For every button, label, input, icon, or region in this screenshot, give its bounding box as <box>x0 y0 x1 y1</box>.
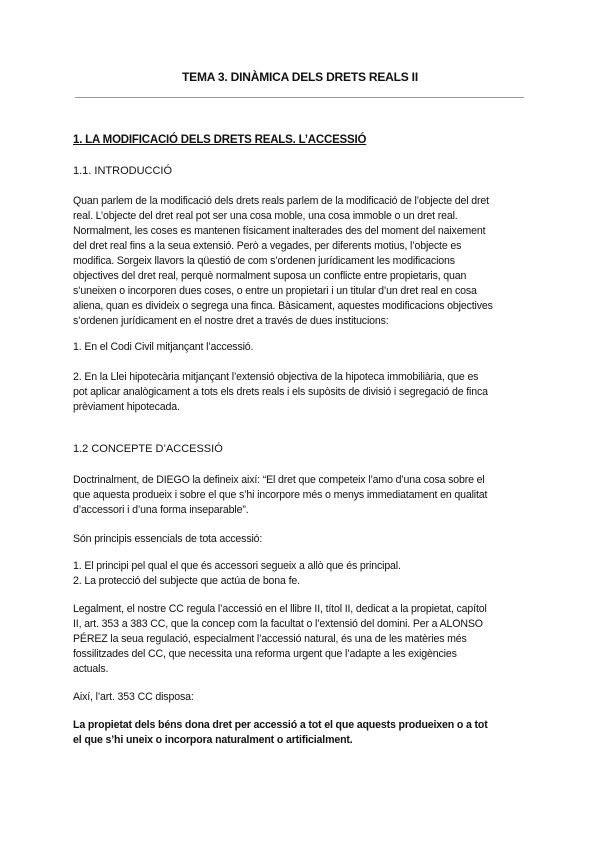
text-line: s’uneixen o incorporen dues coses, o entre un propietari i un titular d’un dret real en cosa <box>73 285 477 297</box>
text-line: 2. En la Llei hipotecària mitjançant l’extensió objectiva de la hipoteca immobiliària, que es <box>73 371 479 383</box>
text-line: prèviament hipotecada. <box>73 401 180 413</box>
text-line: fossilitzades del CC, que necessita una reforma urgent que l’adapte a les exigències <box>73 648 457 660</box>
doctrinal-paragraph <box>73 473 533 518</box>
text-line: s’ordenen jurídicament en el nostre dret a través de dues institucions: <box>73 315 389 327</box>
text-line: Són principis essencials de tota accessió: <box>73 533 263 545</box>
text-line: pot aplicar analògicament a tots els drets reals i els supòsits de divisió i segregació de finca <box>73 386 488 398</box>
title-divider <box>75 97 524 98</box>
list-item-codi-civil <box>73 340 533 355</box>
legal-paragraph <box>73 602 533 677</box>
text-line: Legalment, el nostre CC regula l’accessió en el llibre II, títol II, dedicat a la propietat, capítol <box>73 603 487 615</box>
text-line: aliena, quan es divideix o segrega una finca. Bàsicament, aquestes modificacions objectives <box>73 300 493 312</box>
document-title: TEMA 3. DINÀMICA DELS DRETS REALS II <box>182 70 418 84</box>
text-line: modifica. Sorgeix llavors la qüestió de com s’ordenen jurídicament les modificacions <box>73 255 455 267</box>
subsection-heading-introduccio: 1.1. INTRODUCCIÓ <box>73 165 173 177</box>
text-line: objectives del dret real, perquè normalment suposa un conflicte entre propietaris, quan <box>73 270 467 282</box>
text-line: Quan parlem de la modificació dels drets reals parlem de la modificació de l’objecte del dret <box>73 195 489 207</box>
text-line: 2. La protecció del subjecte que actúa de bona fe. <box>73 575 300 587</box>
text-line: Normalment, les coses es mantenen físicament inalterades des del moment del naixement <box>73 225 486 237</box>
article-353-quote <box>73 718 533 748</box>
text-line: II, art. 353 a 383 CC, que la concep com la facultat o l’extensió del domini. Per a ALONSO <box>73 618 483 630</box>
article-intro <box>73 690 533 705</box>
intro-paragraph <box>73 194 533 329</box>
section-heading: 1. LA MODIFICACIÓ DELS DRETS REALS. L’ACCESSIÓ <box>73 134 367 146</box>
text-line: actuals. <box>73 663 109 675</box>
text-line: real. L’objecte del dret real pot ser una cosa moble, una cosa immoble o un dret real. <box>73 210 458 222</box>
text-line: Així, l’art. 353 CC disposa: <box>73 691 194 703</box>
text-line: d’accessori i d’una forma inseparable”. <box>73 504 249 516</box>
list-item-llei-hipotecaria <box>73 370 533 415</box>
text-line: La propietat dels béns dona dret per accessió a tot el que aquests produeixen o a tot <box>73 719 488 731</box>
text-line: 1. El principi pel qual el que és accessori segueix a allò que és principal. <box>73 560 401 572</box>
text-line: Doctrinalment, de DIEGO la defineix així: “El dret que competeix l’amo d’una cosa sobre el <box>73 474 485 486</box>
text-line: 1. En el Codi Civil mitjançant l’accessió. <box>73 341 254 353</box>
principles-list <box>73 559 533 589</box>
subsection-heading-concepte: 1.2 CONCEPTE D’ACCESSIÓ <box>73 443 223 455</box>
text-line: que aquesta produeix i sobre el que s’hi incorpore més o menys immediatament en qualitat <box>73 489 488 501</box>
principles-intro <box>73 532 533 547</box>
text-line: PÉREZ la seua regulació, especialment l’accessió natural, és una de les matèries més <box>73 633 467 645</box>
text-line: el que s’hi uneix o incorpora naturalment o artificialment. <box>73 734 353 746</box>
text-line: del dret real fins a la seua extensió. Però a vegades, per diferents motius, l’objecte es <box>73 240 462 252</box>
